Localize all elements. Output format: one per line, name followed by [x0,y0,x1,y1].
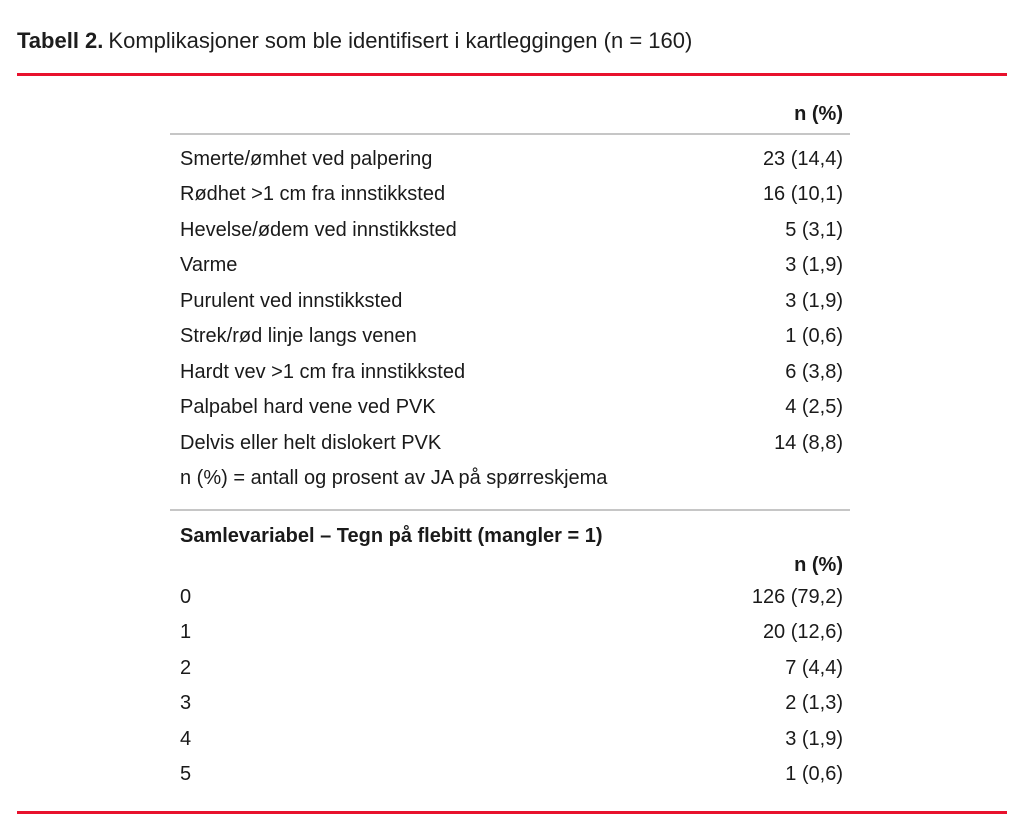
row-label: Strek/rød linje langs venen [180,325,417,348]
row-label: Delvis eller helt dislokert PVK [180,431,442,454]
table-row [170,390,850,426]
row-label: 0 [180,585,192,608]
table-row [170,283,850,319]
table2-section-header [170,521,850,551]
table-caption [17,28,692,54]
row-value: 5 (3,1) [785,218,843,241]
row-value: 7 (4,4) [785,656,843,679]
table-row [170,686,850,722]
table-caption-text: Komplikasjoner som ble identifisert i kartleggingen (n = 160) [108,28,693,53]
row-value: 3 (1,9) [785,254,843,277]
table2-header-row [170,551,850,579]
table-row [170,615,850,651]
table-row [170,177,850,213]
row-value: 20 (12,6) [762,621,843,644]
row-value: 16 (10,1) [762,183,843,206]
row-label: 4 [180,727,192,750]
bottom-rule [17,811,1007,814]
row-value: 4 (2,5) [785,396,843,419]
row-label: 1 [180,621,192,644]
row-label: 2 [180,656,192,679]
row-label: Purulent ved innstikksted [180,289,403,312]
table-row [170,212,850,248]
row-label: Hardt vev >1 cm fra innstikksted [180,360,466,383]
table-row [170,650,850,686]
table-row [170,425,850,461]
row-label: 3 [180,692,192,715]
table-caption-number: Tabell 2. [17,28,104,53]
table1-header-row [170,95,850,135]
row-label: 5 [180,763,192,786]
table1-value-header: n (%) [794,103,843,125]
row-value: 2 (1,3) [785,692,843,715]
footnote-text: n (%) = antall og prosent av JA på spørreskjema [180,467,608,490]
table2-value-header: n (%) [794,554,843,576]
row-label: Smerte/ømhet ved palpering [180,147,433,170]
table-row [170,354,850,390]
row-value: 3 (1,9) [785,289,843,312]
section-divider [170,509,850,511]
row-label: Rødhet >1 cm fra innstikksted [180,183,446,206]
row-value: 14 (8,8) [774,431,843,454]
table1-footnote [170,461,850,497]
table-row [170,319,850,355]
row-value: 126 (79,2) [751,585,843,608]
row-value: 3 (1,9) [785,727,843,750]
row-value: 1 (0,6) [785,763,843,786]
table-row [170,721,850,757]
row-label: Hevelse/ødem ved innstikksted [180,218,457,241]
top-rule [17,73,1007,76]
row-label: Palpabel hard vene ved PVK [180,396,436,419]
section-header-text: Samlevariabel – Tegn på flebitt (mangler = 1) [180,525,603,547]
table-row [170,757,850,793]
table-row [170,141,850,177]
row-value: 6 (3,8) [785,360,843,383]
table-row [170,579,850,615]
table-row [170,248,850,284]
row-value: 23 (14,4) [762,147,843,170]
row-value: 1 (0,6) [785,325,843,348]
row-label: Varme [180,254,238,277]
complications-table [170,95,850,792]
